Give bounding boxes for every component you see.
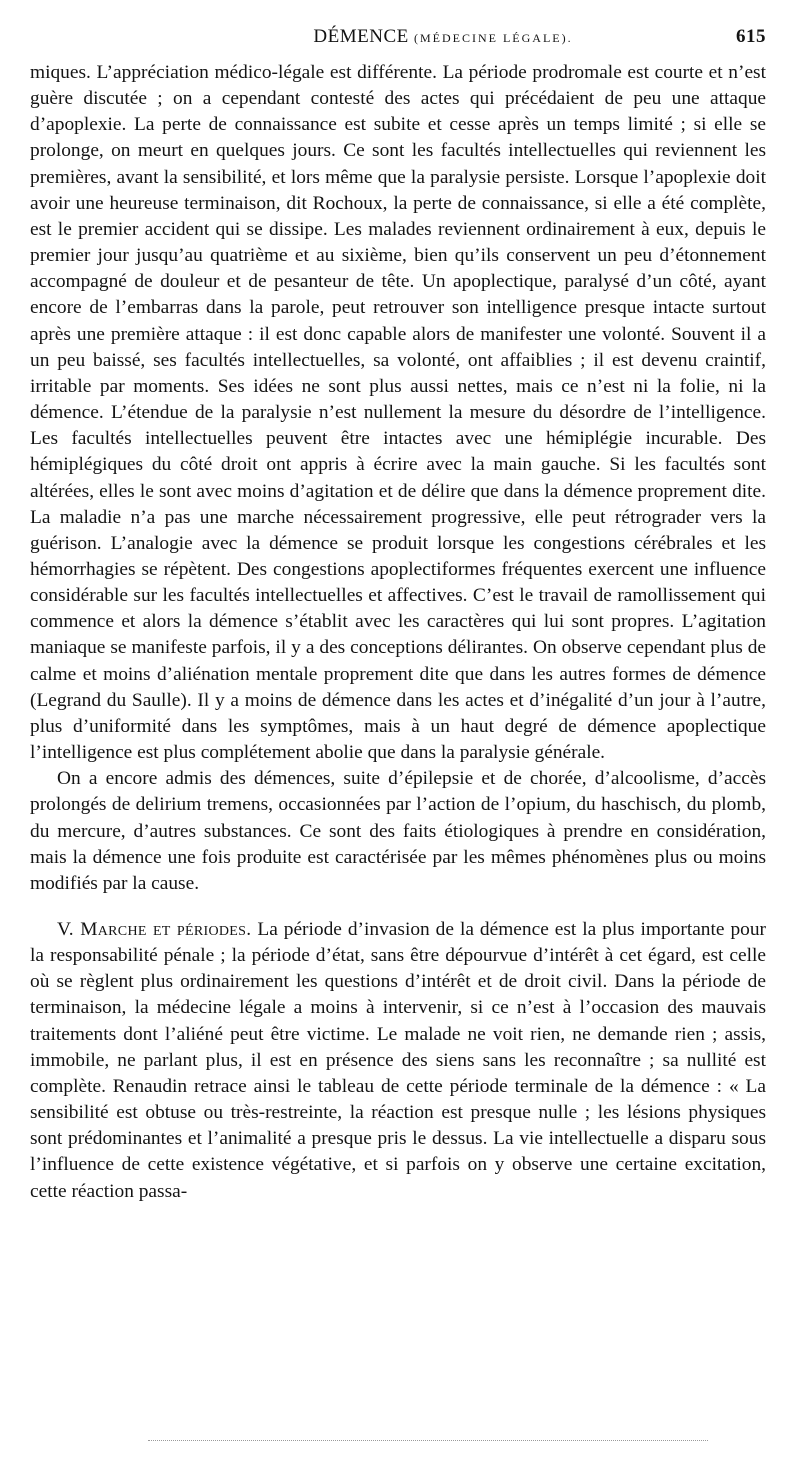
paragraph-1: miques. L’appréciation médico-légale est différente. La période prodromale est courte et n’est guère discutée ; on a cependant contesté des actes qui précédaient de peu une attaque d’apoplexie. La perte de connaissance est subite et cesse après un temps limité ; si elle se prolonge, on meurt en quelques jours. Ce sont les facultés intellectuelles qui reviennent les premières, avant la sensibilité, et lors même que la paralysie persiste. Lorsque l’apoplexie doit avoir une heureuse terminaison, dit Rochoux, la perte de connaissance, si elle a été complète, est le premier accident qui se dissipe. Les malades reviennent ordinairement à eux, depuis le premier jour jusqu’au quatrième et au sixième, bien qu’ils conservent un peu d’étonnement accompagné de douleur et de pesanteur de tête. Un apoplectique, paralysé d’un côté, ayant encore de l’embarras dans la parole, peut retrouver son intelligence presque intacte surtout après une première attaque : il est donc capable alors de manifester une volonté. Souvent il a un peu baissé, ses facultés intellectuelles, sa volonté, ont affaiblies ; il est devenu craintif, irritable par moments. Ses idées ne sont plus aussi nettes, mais ce n’est ni la folie, ni la démence. L’étendue de la paralysie n’est nullement la mesure du désordre de l’intelligence. Les facultés intellectuelles peuvent être intactes avec une hémiplégie incurable. Des hémiplégiques du côté droit ont appris à écrire avec la main gauche. Si les facultés sont altérées, elles le sont avec moins d’agitation et de délire que dans la démence proprement dite. La maladie n’a pas une marche nécessairement progressive, elle peut rétrograder vers la guérison. L’analogie avec la démence se produit lorsque les congestions cérébrales et les hémorrhagies se répètent. Des congestions apoplectiformes fréquentes exercent une influence considérable sur les facultés intellectuelles et affectives. C’est le travail de ramollissement qui commence et alors la démence s’établit avec les caractères qui lui sont propres. L’agitation maniaque se manifeste parfois, il y a des conceptions délirantes. On observe cependant plus de calme et moins d’aliénation mentale proprement dite que dans les autres formes de démence (Legrand du Saulle). Il y a moins de démence dans les actes et d’inégalité d’un jour à l’autre, plus d’uniformité dans les symptômes, mais à un haut degré de démence apoplectique l’intelligence est plus complétement abolie que dans la paralysie générale. [30, 62, 766, 764]
book-page [30, 26, 766, 1205]
paragraph-3-text: La période d’invasion de la démence est la plus importante pour la responsabilité pénale ; la période d’état, sans être dépourvue d’intérêt à cet égard, est celle où se règlent plus ordinairement les questions d’intérêt et de droit civil. Dans la période de terminaison, la médecine légale a moins à intervenir, si ce n’est à l’occasion des mauvais traitements dont l’aliéné peut être victime. Le malade ne voit rien, ne demande rien ; assis, immobile, ne parlant plus, il est en présence des siens sans les reconnaître ; sa nullité est complète. Renaudin retrace ainsi le tableau de cette période terminale de la démence : « La sensibilité est obtuse ou très-restreinte, la réaction est presque nulle ; les lésions physiques sont prédominantes et l’animalité a presque pris le dessus. La vie intellectuelle a disparu sous l’influence de cette existence végétative, et si parfois on y observe une certaine excitation, cette réaction passa- [30, 919, 766, 1202]
running-head [30, 26, 766, 60]
running-head-main: DÉMENCE [313, 26, 409, 47]
footer-rule [148, 1440, 708, 1441]
section-heading: V. Marche et périodes. [57, 919, 252, 940]
paragraph-3 [30, 917, 766, 1205]
running-head-subtitle: (MÉDECINE LÉGALE). [413, 31, 573, 45]
running-head-title [30, 26, 736, 48]
page-number: 615 [736, 26, 766, 47]
paragraph-2: On a encore admis des démences, suite d’épilepsie et de chorée, d’alcoolisme, d’accès prolongés de delirium tremens, occasionnées par l’action de l’opium, du haschisch, du plomb, du mercure, d’autres substances. Ce sont des faits étiologiques à prendre en considération, mais la démence une fois produite est caractérisée par les mêmes phénomènes plus ou moins modifiés par la cause. [30, 768, 766, 894]
